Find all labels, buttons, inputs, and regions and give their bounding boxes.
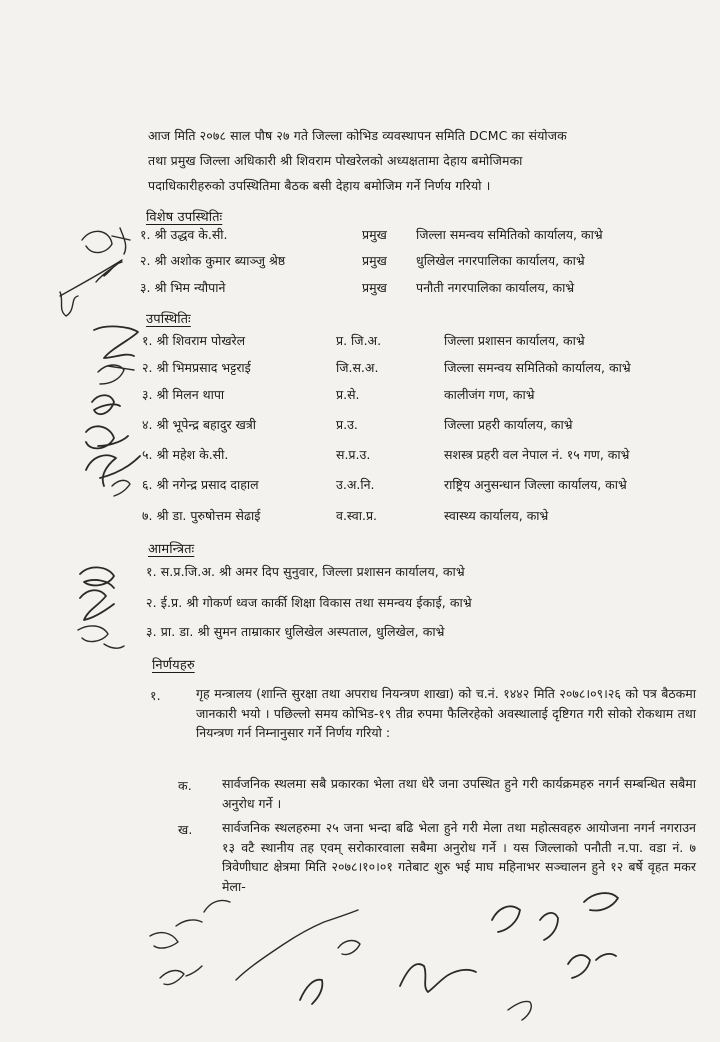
- intro-line-1: आज मिति २०७८ साल पौष २७ गते जिल्ला कोभिड व्यवस्थापन समिति DCMC का संयोजक: [148, 128, 567, 143]
- person-office: पनौती नगरपालिका कार्यालय, काभ्रे: [416, 280, 575, 295]
- person-post: प्रमुख: [362, 227, 387, 242]
- person-name: ४. श्री भूपेन्द्र बहादुर खत्री: [142, 417, 256, 432]
- person-office: स्वास्थ्य कार्यालय, काभ्रे: [444, 508, 549, 523]
- present-row: [0, 507, 720, 527]
- person-post: स.प्र.उ.: [336, 447, 371, 462]
- person-name: ३. श्री भिम न्यौपाने: [140, 280, 226, 295]
- person-post: व.स्वा.प्र.: [336, 508, 378, 523]
- present-row: [0, 359, 720, 379]
- signature-stroke: [80, 590, 114, 620]
- present-heading: उपस्थितिः: [146, 312, 191, 327]
- signature-stroke: [150, 920, 202, 948]
- signature-stroke: [204, 900, 230, 912]
- signature-stroke: [568, 954, 616, 978]
- person-name: १. श्री उद्धव के.सी.: [140, 227, 228, 242]
- sub-decision-label: क.: [178, 778, 192, 793]
- signature-stroke: [160, 966, 202, 985]
- person-name: ६. श्री नगेन्द्र प्रसाद दाहाल: [142, 477, 259, 492]
- person-name: १. श्री शिवराम पोखरेल: [142, 333, 246, 348]
- decisions-heading: निर्णयहरु: [152, 658, 195, 673]
- person-office: धुलिखेल नगरपालिका कार्यालय, काभ्रे: [416, 253, 585, 268]
- signature-stroke: [80, 567, 114, 588]
- present-row: [0, 476, 720, 496]
- special-row: [0, 252, 720, 272]
- intro-line-3: पदाधिकारीहरुको उपस्थितिमा बैठक बसी देहाय बमोजिम गर्ने निर्णय गरियो ।: [148, 178, 491, 193]
- person-post: प्र.उ.: [336, 417, 358, 432]
- person-post: प्र. जि.अ.: [336, 333, 382, 348]
- signature-stroke: [492, 906, 520, 932]
- person-office: सशस्त्र प्रहरी वल नेपाल नं. १५ गण, काभ्रे: [444, 447, 630, 462]
- person-name: ७. श्री डा. पुरुषोत्तम सेढाई: [142, 508, 261, 523]
- invited-row: १. स.प्र.जि.अ. श्री अमर दिप सुनुवार, जिल्ला प्रशासन कार्यालय, काभ्रे: [146, 564, 465, 579]
- present-row: [0, 332, 720, 352]
- special-heading: विशेष उपस्थितिः: [146, 210, 223, 225]
- present-row: [0, 446, 720, 466]
- person-name: ३. श्री मिलन थापा: [142, 387, 225, 402]
- person-office: कालीजंग गण, काभ्रे: [444, 387, 535, 402]
- invited-row: २. ई.प्र. श्री गोकर्ण ध्वज कार्की शिक्षा विकास तथा समन्वय ईकाई, काभ्रे: [146, 595, 472, 610]
- person-name: ५. श्री महेश के.सी.: [142, 447, 229, 462]
- signature-stroke: [508, 1001, 531, 1020]
- present-row: [0, 386, 720, 406]
- signature-stroke: [300, 980, 322, 1004]
- sub-decision-text: सार्वजनिक स्थलमा सबै प्रकारका भेला तथा धेरै जना उपस्थित हुने गरी कार्यक्रमहरु नगर्न सम्बन्धित सबैमा अनुरोध गर्ने ।: [222, 776, 696, 811]
- signature-stroke: [400, 964, 476, 992]
- person-office: राष्ट्रिय अनुसन्धान जिल्ला कार्यालय, काभ्रे: [444, 477, 627, 492]
- person-office: जिल्ला समन्वय समितिको कार्यालय, काभ्रे: [416, 227, 603, 242]
- person-post: प्रमुख: [362, 253, 387, 268]
- person-post: उ.अ.नि.: [336, 477, 375, 492]
- person-post: प्रमुख: [362, 280, 387, 295]
- person-post: प्र.से.: [336, 387, 360, 402]
- person-name: २. श्री अशोक कुमार ब्याञ्जु श्रेष्ठ: [140, 253, 286, 268]
- person-name: २. श्री भिमप्रसाद भट्टराई: [142, 360, 251, 375]
- person-office: जिल्ला प्रशासन कार्यालय, काभ्रे: [444, 333, 585, 348]
- person-office: जिल्ला प्रहरी कार्यालय, काभ्रे: [444, 417, 573, 432]
- decision-number: १.: [150, 688, 161, 703]
- invited-row: ३. प्रा. डा. श्री सुमन ताम्राकार धुलिखेल अस्पताल, धुलिखेल, काभ्रे: [146, 624, 445, 639]
- signature-stroke: [540, 913, 558, 940]
- intro-line-2: तथा प्रमुख जिल्ला अधिकारी श्री शिवराम पोखरेलको अध्यक्षतामा देहाय बमोजिमका: [148, 153, 523, 168]
- signature-stroke: [338, 941, 360, 955]
- person-post: जि.स.अ.: [336, 360, 379, 375]
- special-row: [0, 226, 720, 246]
- sub-decision-text: सार्वजनिक स्थलहरुमा २५ जना भन्दा बढि भेला हुने गरी मेला तथा महोत्सवहरु आयोजना नगर्न नगराउन १३ वटै स्थानीय तह एवम् सरोकारवाला सबैमा अनुरोध गर्ने । यस जिल्लाको पनौती न.पा. वडा नं. ७ त्रिवेणीघाट क्षेत्रमा मिति २०७८।१०।०१ गतेबाट शुरु भई माघ महिनाभर सञ्चालन हुने १२ बर्षे वृहत मकर मेला-: [222, 820, 696, 894]
- present-row: [0, 416, 720, 436]
- invited-heading: आमन्त्रितः: [148, 542, 195, 557]
- signature-stroke: [236, 910, 358, 980]
- signature-stroke: [78, 626, 124, 648]
- special-row: [0, 279, 720, 299]
- decision-text: गृह मन्त्रालय (शान्ति सुरक्षा तथा अपराध नियन्त्रण शाखा) को च.नं. १४४२ मिति २०७८।०९।२६ को पत्र बैठकमा जानकारी भयो । पछिल्लो समय कोभिड-१९ तीव्र रुपमा फैलिरहेको अवस्थालाई दृष्टिगत गरी सोको रोकथाम तथा नियन्त्रण गर्न निम्नानुसार गर्ने निर्णय गरियो :: [196, 686, 696, 740]
- person-office: जिल्ला समन्वय समितिको कार्यालय, काभ्रे: [444, 360, 631, 375]
- sub-decision-label: ख.: [178, 822, 193, 837]
